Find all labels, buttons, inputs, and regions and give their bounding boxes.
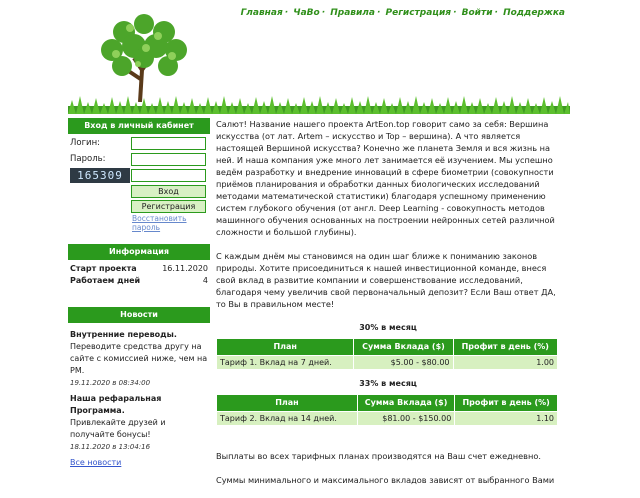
login-button[interactable]: Вход — [131, 185, 206, 198]
login-form — [68, 134, 210, 236]
nav-faq[interactable]: ЧаВо — [293, 8, 320, 18]
days-label: Работаем дней — [70, 276, 141, 285]
start-value: 16.11.2020 — [162, 264, 208, 273]
news-panel-title: Новости — [68, 307, 210, 323]
plan-profit: 1.10 — [455, 412, 557, 425]
nav-support[interactable]: Поддержка — [503, 8, 565, 18]
plan-name: Тариф 1. Вклад на 7 дней. — [217, 356, 353, 369]
plan-header: План — [217, 339, 353, 355]
info-panel — [68, 260, 210, 293]
table-row — [217, 412, 557, 425]
main-content — [216, 118, 560, 498]
nav-home[interactable]: Главная — [240, 8, 283, 18]
news-item-title[interactable]: Внутренние переводы. — [70, 330, 177, 339]
nav-login[interactable]: Войти — [461, 8, 493, 18]
limits-paragraph: Суммы минимального и максимального вкладов зависят от выбранного Вами — [216, 475, 555, 485]
captcha-image: 165309 — [70, 168, 130, 183]
news-item-date: 18.11.2020 в 13:04:16 — [70, 443, 151, 451]
nav-separator: · — [453, 8, 457, 18]
header — [0, 0, 640, 113]
tree-logo-icon — [94, 10, 194, 102]
forgot-password-link[interactable]: Восстановить пароль — [132, 214, 187, 232]
start-label: Старт проекта — [70, 264, 137, 273]
nav-separator: · — [321, 8, 326, 18]
nav-separator: · — [284, 8, 289, 18]
intro-paragraph: Салют! Название нашего проекта ArtEon.top говорит само за себя: Вершина искусства (от лат. Artem – искусство и Top – вершина). А что является настоящей Вершиной искусства? Конечно же планета Земля и вся жизнь на ней. И наша компания уже много лет занимается её изучением. Мы успешно ведём разработку и внедрение инноваций в сфере биометрии (совокупности приёмов планирования и обработки данных биологических исследований методами математической статистики) благодаря успешному применению систем глубокого обучения (от англ. Deep Learning - совокупность методов машинного обучения основанных на построении нейронных сетей различной сложности и большой глубины). — [216, 119, 555, 237]
table-row — [217, 356, 557, 369]
news-item-title[interactable]: Наша рефаральная Программа. — [70, 394, 162, 415]
grass-strip — [68, 94, 570, 114]
plan-name: Тариф 2. Вклад на 14 дней. — [217, 412, 357, 425]
plan-profit: 1.00 — [454, 356, 558, 369]
register-button[interactable]: Регистрация — [131, 200, 206, 213]
password-input[interactable] — [131, 153, 206, 166]
plan-table — [216, 394, 558, 426]
news-panel — [68, 323, 210, 471]
amount-header: Сумма Вклада ($) — [354, 339, 452, 355]
news-item-text: Переводите средства другу на сайте с комиссией ниже, чем на PM. — [70, 342, 208, 375]
nav-separator: · — [376, 8, 381, 18]
login-label: Логин: — [70, 138, 101, 148]
info-days-row — [70, 275, 208, 287]
password-label: Пароль: — [70, 154, 106, 164]
plan-heading: 33% в месяц — [359, 379, 417, 388]
all-news-link[interactable]: Все новости — [70, 458, 122, 467]
plan-amount: $5.00 - $80.00 — [354, 356, 452, 369]
amount-header: Сумма Вклада ($) — [358, 395, 454, 411]
plan-header: План — [217, 395, 357, 411]
nav-rules[interactable]: Правила — [330, 8, 375, 18]
info-panel-title: Информация — [68, 244, 210, 260]
plan-table — [216, 338, 558, 370]
invite-paragraph: С каждым днём мы становимся на один шаг ближе к пониманию законов природы. Хотите присоединиться к нашей инвестиционной команде, внеся свой вклад в развитие компании и совершенствование исследований, благодаря чему увеличив свой первоначальный депозит? Если Ваш ответ ДА, то Вы в правильном месте! — [216, 251, 556, 309]
news-item-date: 19.11.2020 в 08:34:00 — [70, 379, 151, 387]
plan-amount: $81.00 - $150.00 — [358, 412, 454, 425]
plan-heading: 30% в месяц — [359, 323, 417, 332]
captcha-input[interactable] — [131, 169, 206, 182]
login-panel-title: Вход в личный кабинет — [68, 118, 210, 134]
nav-register[interactable]: Регистрация — [385, 8, 452, 18]
news-item-text: Привлекайте друзей и получайте бонусы! — [70, 418, 166, 439]
payout-paragraph: Выплаты во всех тарифных планах производятся на Ваш счет ежедневно. — [216, 451, 541, 461]
login-input[interactable] — [131, 137, 206, 150]
profit-header: Профит в день (%) — [455, 395, 557, 411]
info-start-row — [70, 263, 208, 275]
top-nav — [240, 8, 566, 18]
sidebar — [68, 118, 210, 471]
nav-separator: · — [494, 8, 498, 18]
profit-header: Профит в день (%) — [454, 339, 558, 355]
days-value: 4 — [202, 276, 208, 285]
